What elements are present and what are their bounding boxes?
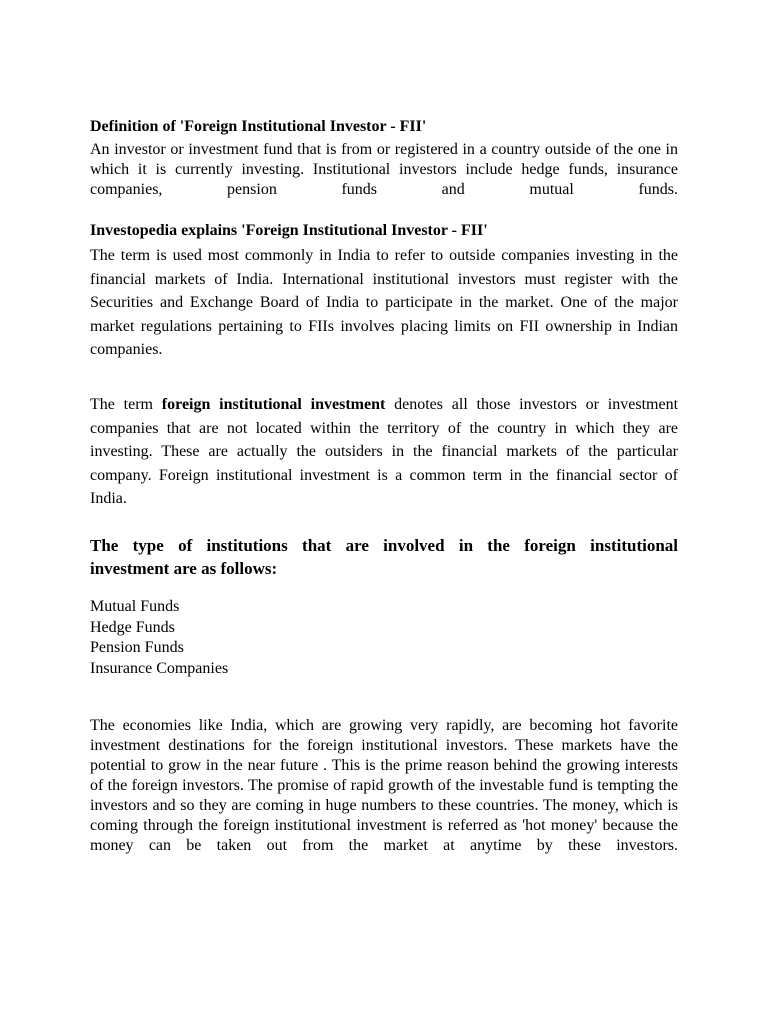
institution-type-list bbox=[90, 597, 678, 679]
paragraph-fii-definition: An investor or investment fund that is from or registered in a country outside of the one in which it is currently investing. Institutional investors include hedge funds, insurance companies, pension funds and mutual funds. bbox=[90, 141, 678, 198]
heading-institution-types bbox=[90, 534, 678, 580]
term-emphasis: foreign institutional investment bbox=[161, 396, 386, 413]
list-item: Mutual Funds bbox=[90, 598, 180, 615]
heading-institution-types-line2: investment are as follows: bbox=[90, 559, 278, 578]
term-body-text: denotes all those investors or investment companies that are not located within the territory of the country in which they are investing. These are actually the outsiders in the financial markets of the particular company. Foreign institutional investment is a common term in the financial sector of India. bbox=[90, 396, 679, 507]
heading-investopedia-explains: Investopedia explains 'Foreign Institutional Investor - FII' bbox=[90, 222, 488, 239]
section-investopedia-explains bbox=[90, 220, 678, 362]
paragraph-term-definition bbox=[90, 393, 678, 511]
section-hot-money bbox=[90, 716, 678, 856]
list-item: Pension Funds bbox=[90, 639, 184, 656]
heading-institution-types-line1: The type of institutions that are involved in the foreign institutional bbox=[90, 536, 678, 555]
list-item: Hedge Funds bbox=[90, 618, 175, 636]
section-fii-definition bbox=[90, 116, 678, 200]
paragraph-hot-money: The economies like India, which are growing very rapidly, are becoming hot favorite investment destinations for the foreign institutional investors. These markets have the potential to grow in the near future . This is the prime reason behind the growing interests of the foreign investors. The promise of rapid growth of the investable fund is tempting the investors and so they are coming in huge numbers to these countries. The money, which is coming through the foreign institutional investment is referred as 'hot money' because the money can be taken out from the market at anytime by these investors. bbox=[90, 717, 678, 854]
list-item: Insurance Companies bbox=[90, 659, 229, 677]
section-term-definition bbox=[90, 393, 678, 511]
paragraph-investopedia-explains: The term is used most commonly in India to refer to outside companies investing in the financial markets of India. International institutional investors must register with the Securities and Exchange Board of India to participate in the market. One of the major market regulations pertaining to FIIs involves placing limits on FII ownership in Indian companies. bbox=[90, 247, 678, 358]
term-lead-text: The term bbox=[90, 396, 153, 413]
section-institution-types bbox=[90, 534, 678, 679]
heading-fii-definition: Definition of 'Foreign Institutional Investor - FII' bbox=[90, 118, 427, 135]
